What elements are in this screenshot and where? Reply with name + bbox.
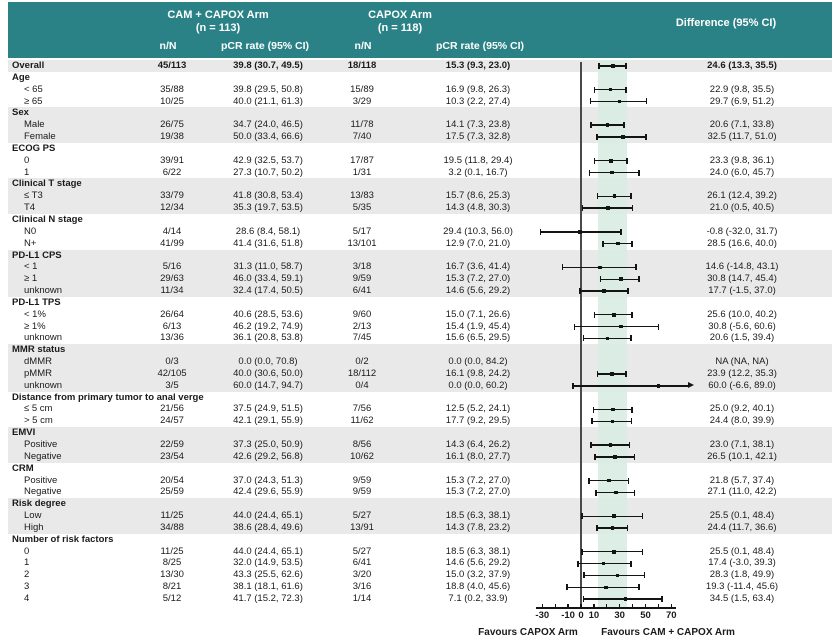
x-axis-tick-label: 70 bbox=[666, 610, 677, 621]
cell-pcr-capox: 18.8 (4.0, 45.6) bbox=[445, 581, 511, 593]
cell-nn-capox: 13/91 bbox=[350, 521, 374, 533]
row-label: Negative bbox=[24, 450, 62, 462]
cell-pcr-cam: 46.0 (33.4, 59.1) bbox=[233, 273, 303, 285]
cell-nn-capox: 7/40 bbox=[352, 131, 372, 143]
cell-nn-cam: 26/75 bbox=[160, 119, 184, 131]
row-label: unknown bbox=[24, 332, 63, 344]
row-label: MMR status bbox=[12, 344, 66, 356]
data-row bbox=[8, 510, 832, 522]
cell-nn-cam: 4/14 bbox=[162, 225, 182, 237]
cell-difference: 23.3 (9.8, 36.1) bbox=[709, 154, 775, 166]
row-label: Distance from primary tumor to anal verge bbox=[12, 391, 204, 403]
cell-pcr-cam: 40.6 (28.5, 53.6) bbox=[233, 308, 303, 320]
cell-pcr-cam: 34.7 (24.0, 46.5) bbox=[233, 119, 303, 131]
cell-nn-cam: 41/99 bbox=[160, 237, 184, 249]
data-row bbox=[8, 522, 832, 534]
cell-difference: 25.5 (0.1, 48.4) bbox=[709, 510, 775, 522]
cell-pcr-capox: 15.0 (7.1, 26.6) bbox=[445, 308, 511, 320]
cell-pcr-capox: 15.3 (9.3, 23.0) bbox=[445, 60, 511, 71]
group-header-row bbox=[8, 392, 832, 404]
data-row bbox=[8, 155, 832, 167]
cell-nn-cam: 33/79 bbox=[160, 190, 184, 202]
group-header-row bbox=[8, 463, 832, 475]
cell-nn-capox: 5/27 bbox=[352, 545, 372, 557]
data-row bbox=[8, 593, 832, 605]
data-row bbox=[8, 321, 832, 333]
row-label: High bbox=[24, 521, 44, 533]
cell-nn-cam: 39/91 bbox=[160, 154, 184, 166]
row-label: pMMR bbox=[24, 367, 52, 379]
cell-pcr-cam: 28.6 (8.4, 58.1) bbox=[235, 225, 301, 237]
cell-nn-capox: 3/20 bbox=[352, 569, 372, 581]
cell-pcr-cam: 42.1 (29.1, 55.9) bbox=[233, 415, 303, 427]
cell-difference: 19.3 (-11.4, 45.6) bbox=[705, 581, 779, 593]
row-label: ECOG PS bbox=[12, 142, 56, 154]
cell-difference: 20.6 (1.5, 39.4) bbox=[709, 332, 775, 344]
cell-nn-capox: 3/18 bbox=[352, 261, 372, 273]
cell-pcr-cam: 41.8 (30.8, 53.4) bbox=[233, 190, 303, 202]
x-axis-tick bbox=[593, 604, 594, 608]
cell-nn-capox: 8/56 bbox=[352, 439, 372, 450]
cell-pcr-capox: 17.7 (9.2, 29.5) bbox=[445, 415, 511, 427]
cell-difference: 20.6 (7.1, 33.8) bbox=[709, 119, 775, 131]
group-header-row bbox=[8, 178, 832, 190]
x-axis-tick bbox=[606, 604, 607, 608]
cell-nn-capox: 18/112 bbox=[347, 367, 377, 379]
row-label: unknown bbox=[24, 285, 63, 297]
cell-nn-cam: 13/36 bbox=[160, 332, 184, 344]
x-axis-tick bbox=[658, 604, 659, 608]
arm1-n: (n = 113) bbox=[195, 22, 241, 34]
cell-difference: 27.1 (11.0, 42.2) bbox=[707, 486, 777, 498]
data-row bbox=[8, 569, 832, 581]
difference-header: Difference (95% CI) bbox=[675, 17, 777, 29]
cell-pcr-cam: 37.5 (24.9, 51.5) bbox=[233, 403, 303, 415]
cell-difference: 24.0 (6.0, 45.7) bbox=[709, 166, 775, 178]
cell-pcr-cam: 40.0 (21.1, 61.3) bbox=[233, 95, 303, 107]
col-header-nn-capox: n/N bbox=[354, 40, 372, 52]
x-axis-tick bbox=[567, 604, 568, 608]
cell-nn-cam: 8/21 bbox=[162, 581, 182, 593]
favours-left-label: Favours CAPOX Arm bbox=[478, 627, 578, 638]
cell-nn-capox: 9/59 bbox=[352, 273, 372, 285]
x-axis-tick-label: 30 bbox=[614, 610, 625, 621]
cell-nn-cam: 34/88 bbox=[160, 521, 184, 533]
group-header-row bbox=[8, 250, 832, 262]
cell-difference: 60.0 (-6.6, 89.0) bbox=[708, 379, 776, 391]
cell-nn-cam: 13/30 bbox=[160, 569, 184, 581]
cell-difference: 26.5 (10.1, 42.1) bbox=[707, 450, 777, 462]
group-header-row bbox=[8, 72, 832, 84]
cell-nn-cam: 0/3 bbox=[165, 356, 179, 368]
cell-nn-cam: 35/88 bbox=[160, 83, 184, 95]
cell-nn-cam: 26/64 bbox=[160, 308, 184, 320]
cell-pcr-capox: 15.7 (8.6, 25.3) bbox=[445, 190, 511, 202]
row-label: unknown bbox=[24, 379, 63, 391]
data-row bbox=[8, 131, 832, 143]
arm2-n: (n = 118) bbox=[377, 22, 423, 34]
group-header-row bbox=[8, 427, 832, 439]
table-header bbox=[8, 2, 832, 58]
x-axis-tick bbox=[645, 604, 646, 608]
cell-pcr-capox: 15.3 (7.2, 27.0) bbox=[445, 273, 511, 285]
row-label: 0 bbox=[24, 545, 30, 557]
cell-pcr-capox: 10.3 (2.2, 27.4) bbox=[445, 95, 511, 107]
cell-nn-cam: 25/59 bbox=[160, 486, 184, 498]
cell-pcr-cam: 27.3 (10.7, 50.2) bbox=[233, 166, 303, 178]
cell-pcr-cam: 60.0 (14.7, 94.7) bbox=[233, 379, 303, 391]
cell-pcr-cam: 35.3 (19.7, 53.5) bbox=[233, 202, 303, 214]
cell-pcr-capox: 14.6 (5.6, 29.2) bbox=[445, 285, 511, 297]
cell-pcr-capox: 14.3 (7.8, 23.2) bbox=[445, 521, 511, 533]
cell-nn-capox: 5/17 bbox=[352, 225, 372, 237]
cell-pcr-capox: 18.5 (6.3, 38.1) bbox=[445, 545, 511, 557]
cell-difference: 24.4 (8.0, 39.9) bbox=[709, 415, 775, 427]
row-label: ≥ 1 bbox=[24, 273, 38, 285]
cell-nn-cam: 6/13 bbox=[162, 320, 182, 332]
data-row bbox=[8, 380, 832, 392]
data-row bbox=[8, 557, 832, 569]
row-label: < 65 bbox=[24, 83, 43, 95]
cell-nn-cam: 19/38 bbox=[160, 131, 184, 143]
cell-nn-cam: 45/113 bbox=[157, 60, 187, 71]
data-row bbox=[8, 190, 832, 202]
cell-pcr-cam: 41.7 (15.2, 72.3) bbox=[233, 592, 303, 604]
cell-difference: 32.5 (11.7, 51.0) bbox=[707, 131, 777, 143]
cell-nn-capox: 18/118 bbox=[347, 60, 377, 71]
x-axis-tick bbox=[555, 604, 556, 608]
row-label: ≤ 5 cm bbox=[24, 403, 53, 415]
cell-pcr-capox: 12.9 (7.0, 21.0) bbox=[445, 237, 511, 249]
cell-pcr-cam: 44.0 (24.4, 65.1) bbox=[233, 510, 303, 522]
cell-pcr-cam: 32.4 (17.4, 50.5) bbox=[233, 285, 303, 297]
cell-nn-cam: 23/54 bbox=[160, 450, 184, 462]
cell-nn-cam: 5/12 bbox=[162, 592, 182, 604]
cell-nn-capox: 10/62 bbox=[350, 450, 374, 462]
cell-nn-capox: 1/14 bbox=[352, 592, 372, 604]
cell-nn-capox: 1/31 bbox=[352, 166, 372, 178]
x-axis-tick-label: -30 bbox=[535, 610, 550, 621]
row-label: CRM bbox=[12, 462, 34, 474]
cell-pcr-capox: 17.5 (7.3, 32.8) bbox=[445, 131, 511, 143]
cell-nn-cam: 10/25 bbox=[160, 95, 184, 107]
cell-pcr-capox: 16.1 (9.8, 24.2) bbox=[445, 367, 511, 379]
cell-nn-capox: 13/101 bbox=[347, 237, 377, 249]
cell-difference: 30.8 (14.7, 45.4) bbox=[707, 273, 777, 285]
cell-difference: 30.8 (-5.6, 60.6) bbox=[708, 320, 776, 332]
group-header-row bbox=[8, 297, 832, 309]
row-label: Male bbox=[24, 119, 45, 131]
cell-pcr-capox: 16.7 (3.6, 41.4) bbox=[445, 261, 511, 273]
row-label: N0 bbox=[24, 225, 37, 237]
data-row bbox=[8, 119, 832, 131]
data-row bbox=[8, 403, 832, 415]
data-row bbox=[8, 84, 832, 96]
favours-right-label: Favours CAM + CAPOX Arm bbox=[601, 627, 735, 638]
cell-nn-cam: 24/57 bbox=[160, 415, 184, 427]
cell-pcr-cam: 41.4 (31.6, 51.8) bbox=[233, 237, 303, 249]
cell-difference: 25.0 (9.2, 40.1) bbox=[709, 403, 775, 415]
cell-difference: 21.0 (0.5, 40.5) bbox=[709, 202, 775, 214]
data-row bbox=[8, 167, 832, 179]
cell-difference: 23.9 (12.2, 35.3) bbox=[707, 367, 777, 379]
cell-pcr-capox: 14.3 (6.4, 26.2) bbox=[445, 439, 511, 450]
cell-pcr-capox: 14.6 (5.6, 29.2) bbox=[445, 557, 511, 569]
group-header-row bbox=[8, 214, 832, 226]
row-label: Risk degree bbox=[12, 498, 66, 510]
cell-difference: 17.4 (-3.0, 39.3) bbox=[708, 557, 776, 569]
x-axis-tick-label: 10 bbox=[588, 610, 600, 621]
data-row bbox=[8, 309, 832, 321]
row-label: Female bbox=[24, 131, 56, 143]
row-label: Low bbox=[24, 510, 42, 522]
data-row bbox=[8, 202, 832, 214]
x-axis-tick bbox=[619, 604, 620, 608]
cell-pcr-cam: 42.4 (29.6, 55.9) bbox=[233, 486, 303, 498]
data-row bbox=[8, 273, 832, 285]
cell-nn-capox: 6/41 bbox=[352, 285, 372, 297]
cell-difference: 25.6 (10.0, 40.2) bbox=[707, 308, 777, 320]
cell-nn-cam: 21/56 bbox=[160, 403, 184, 415]
data-row bbox=[8, 415, 832, 427]
cell-pcr-capox: 16.9 (9.8, 26.3) bbox=[445, 83, 511, 95]
cell-nn-capox: 2/13 bbox=[352, 320, 372, 332]
row-label: Positive bbox=[24, 439, 58, 450]
cell-difference: 21.8 (5.7, 37.4) bbox=[709, 474, 775, 486]
cell-pcr-capox: 14.1 (7.3, 23.8) bbox=[445, 119, 511, 131]
cell-difference: 22.9 (9.8, 35.5) bbox=[709, 83, 775, 95]
cell-nn-capox: 5/27 bbox=[352, 510, 372, 522]
row-label: EMVI bbox=[12, 427, 36, 439]
cell-pcr-cam: 38.6 (28.4, 49.6) bbox=[233, 521, 303, 533]
cell-nn-capox: 11/78 bbox=[350, 119, 374, 131]
row-label: Age bbox=[12, 71, 30, 83]
data-row bbox=[8, 332, 832, 344]
cell-difference: 17.7 (-1.5, 37.0) bbox=[708, 285, 776, 297]
row-label: < 1 bbox=[24, 261, 38, 273]
cell-difference: -0.8 (-32.0, 31.7) bbox=[706, 225, 778, 237]
cell-difference: 29.7 (6.9, 51.2) bbox=[709, 95, 775, 107]
row-label: 4 bbox=[24, 592, 30, 604]
cell-nn-cam: 12/34 bbox=[160, 202, 184, 214]
x-axis-tick-label: 0 bbox=[578, 610, 584, 621]
cell-nn-capox: 17/87 bbox=[350, 154, 374, 166]
data-row bbox=[8, 486, 832, 498]
cell-pcr-cam: 50.0 (33.4, 66.6) bbox=[233, 131, 303, 143]
cell-pcr-capox: 0.0 (0.0, 84.2) bbox=[448, 356, 508, 368]
data-row bbox=[8, 451, 832, 463]
cell-pcr-cam: 40.0 (30.6, 50.0) bbox=[233, 367, 303, 379]
cell-nn-capox: 7/45 bbox=[352, 332, 372, 344]
cell-difference: 34.5 (1.5, 63.4) bbox=[709, 592, 775, 604]
group-header-row bbox=[8, 143, 832, 155]
col-header-pcr-capox: pCR rate (95% CI) bbox=[435, 40, 525, 52]
row-label: dMMR bbox=[24, 356, 52, 368]
row-label: Clinical N stage bbox=[12, 213, 83, 225]
arm2-title: CAPOX Arm bbox=[368, 9, 432, 21]
cell-pcr-capox: 0.0 (0.0, 60.2) bbox=[448, 379, 508, 391]
cell-difference: 28.5 (16.6, 40.0) bbox=[707, 237, 777, 249]
row-label: Number of risk factors bbox=[12, 533, 114, 545]
cell-nn-cam: 11/25 bbox=[160, 510, 184, 522]
row-label: Clinical T stage bbox=[12, 178, 82, 190]
data-row bbox=[8, 96, 832, 108]
row-label: Sex bbox=[12, 107, 29, 119]
cell-pcr-capox: 19.5 (11.8, 29.4) bbox=[443, 154, 513, 166]
cell-pcr-capox: 18.5 (6.3, 38.1) bbox=[445, 510, 511, 522]
group-header-row bbox=[8, 107, 832, 119]
group-header-row bbox=[8, 498, 832, 510]
cell-pcr-capox: 15.4 (1.9, 45.4) bbox=[445, 320, 511, 332]
cell-pcr-capox: 15.0 (3.2, 37.9) bbox=[445, 569, 511, 581]
row-label: < 1% bbox=[24, 308, 46, 320]
cell-difference: 26.1 (12.4, 39.2) bbox=[707, 190, 777, 202]
cell-nn-cam: 11/25 bbox=[160, 545, 184, 557]
data-row bbox=[8, 475, 832, 487]
row-label: PD-L1 TPS bbox=[12, 296, 61, 308]
row-label: PD-L1 CPS bbox=[12, 249, 62, 261]
x-axis-tick-label: 50 bbox=[640, 610, 651, 621]
row-label: Negative bbox=[24, 486, 62, 498]
cell-nn-cam: 3/5 bbox=[165, 379, 179, 391]
cell-pcr-cam: 44.0 (24.4, 65.1) bbox=[233, 545, 303, 557]
data-row bbox=[8, 546, 832, 558]
cell-pcr-capox: 7.1 (0.2, 33.9) bbox=[448, 592, 508, 604]
subgroup-rows bbox=[8, 60, 832, 605]
row-label: T4 bbox=[24, 202, 36, 214]
cell-pcr-cam: 37.0 (24.3, 51.3) bbox=[233, 474, 303, 486]
row-label: ≤ T3 bbox=[24, 190, 43, 202]
cell-pcr-cam: 31.3 (11.0, 58.7) bbox=[233, 261, 303, 273]
x-axis-tick bbox=[671, 604, 672, 608]
cell-nn-capox: 9/59 bbox=[352, 474, 372, 486]
cell-pcr-cam: 42.6 (29.2, 56.8) bbox=[233, 450, 303, 462]
cell-pcr-cam: 38.1 (18.1, 61.6) bbox=[233, 581, 303, 593]
cell-pcr-capox: 15.3 (7.2, 27.0) bbox=[445, 474, 511, 486]
row-label: Overall bbox=[12, 60, 45, 71]
x-axis-tick bbox=[580, 604, 581, 608]
cell-nn-capox: 5/35 bbox=[352, 202, 372, 214]
row-label: Positive bbox=[24, 474, 58, 486]
data-row bbox=[8, 285, 832, 297]
row-label: > 5 cm bbox=[24, 415, 53, 427]
data-row bbox=[8, 226, 832, 238]
cell-nn-capox: 0/4 bbox=[355, 379, 369, 391]
cell-difference: NA (NA, NA) bbox=[715, 356, 769, 368]
cell-pcr-cam: 46.2 (19.2, 74.9) bbox=[233, 320, 303, 332]
cell-pcr-cam: 0.0 (0.0, 70.8) bbox=[238, 356, 298, 368]
cell-pcr-capox: 12.5 (5.2, 24.1) bbox=[445, 403, 511, 415]
cell-pcr-cam: 32.0 (14.9, 53.5) bbox=[233, 557, 303, 569]
group-header-row bbox=[8, 534, 832, 546]
row-label: N+ bbox=[24, 237, 37, 249]
cell-pcr-cam: 42.9 (32.5, 53.7) bbox=[233, 154, 303, 166]
cell-difference: 23.0 (7.1, 38.1) bbox=[709, 439, 775, 450]
cell-nn-cam: 20/54 bbox=[160, 474, 184, 486]
data-row bbox=[8, 261, 832, 273]
cell-nn-capox: 11/62 bbox=[350, 415, 374, 427]
cell-pcr-cam: 36.1 (20.8, 53.8) bbox=[233, 332, 303, 344]
cell-pcr-cam: 39.8 (30.7, 49.5) bbox=[233, 60, 303, 71]
x-axis-tick bbox=[632, 604, 633, 608]
cell-nn-cam: 8/25 bbox=[162, 557, 182, 569]
cell-difference: 14.6 (-14.8, 43.1) bbox=[705, 261, 779, 273]
x-axis-tick bbox=[542, 604, 543, 608]
row-label: ≥ 1% bbox=[24, 320, 46, 332]
col-header-pcr-cam: pCR rate (95% CI) bbox=[220, 40, 310, 52]
cell-pcr-capox: 29.4 (10.3, 56.0) bbox=[443, 225, 513, 237]
cell-difference: 24.4 (11.7, 36.6) bbox=[707, 521, 777, 533]
cell-nn-capox: 9/59 bbox=[352, 486, 372, 498]
cell-pcr-cam: 39.8 (29.5, 50.8) bbox=[233, 83, 303, 95]
cell-nn-cam: 22/59 bbox=[160, 439, 184, 450]
data-row bbox=[8, 368, 832, 380]
cell-nn-capox: 6/41 bbox=[352, 557, 372, 569]
cell-difference: 25.5 (0.1, 48.4) bbox=[709, 545, 775, 557]
row-label: 0 bbox=[24, 154, 30, 166]
cell-nn-capox: 9/60 bbox=[352, 308, 372, 320]
cell-pcr-capox: 3.2 (0.1, 16.7) bbox=[448, 166, 508, 178]
x-axis-tick-label: -10 bbox=[561, 610, 575, 621]
data-row bbox=[8, 439, 832, 451]
row-label: 2 bbox=[24, 569, 30, 581]
row-label: 1 bbox=[24, 557, 30, 569]
row-label: 1 bbox=[24, 166, 30, 178]
cell-nn-cam: 29/63 bbox=[160, 273, 184, 285]
data-row bbox=[8, 356, 832, 368]
cell-nn-cam: 5/16 bbox=[162, 261, 182, 273]
cell-difference: 28.3 (1.8, 49.9) bbox=[709, 569, 775, 581]
row-label: 3 bbox=[24, 581, 30, 593]
cell-pcr-capox: 15.6 (6.5, 29.5) bbox=[445, 332, 511, 344]
data-row bbox=[8, 238, 832, 250]
arm1-title: CAM + CAPOX Arm bbox=[167, 9, 269, 21]
group-header-row bbox=[8, 344, 832, 356]
cell-nn-capox: 13/83 bbox=[350, 190, 374, 202]
cell-nn-cam: 11/34 bbox=[160, 285, 184, 297]
row-label: ≥ 65 bbox=[24, 95, 43, 107]
cell-pcr-capox: 16.1 (8.0, 27.7) bbox=[445, 450, 511, 462]
cell-pcr-capox: 14.3 (4.8, 30.3) bbox=[445, 202, 511, 214]
data-row bbox=[8, 60, 832, 72]
cell-pcr-capox: 15.3 (7.2, 27.0) bbox=[445, 486, 511, 498]
cell-nn-cam: 42/105 bbox=[157, 367, 187, 379]
cell-nn-capox: 3/16 bbox=[352, 581, 372, 593]
cell-nn-cam: 6/22 bbox=[162, 166, 182, 178]
cell-nn-capox: 0/2 bbox=[355, 356, 369, 368]
cell-difference: 24.6 (13.3, 35.5) bbox=[707, 60, 777, 71]
cell-nn-capox: 15/89 bbox=[350, 83, 374, 95]
cell-pcr-cam: 43.3 (25.5, 62.6) bbox=[233, 569, 303, 581]
col-header-nn-cam: n/N bbox=[159, 40, 177, 52]
data-row bbox=[8, 581, 832, 593]
cell-nn-capox: 3/29 bbox=[352, 95, 372, 107]
cell-nn-capox: 7/56 bbox=[352, 403, 372, 415]
cell-pcr-cam: 37.3 (25.0, 50.9) bbox=[233, 439, 303, 450]
